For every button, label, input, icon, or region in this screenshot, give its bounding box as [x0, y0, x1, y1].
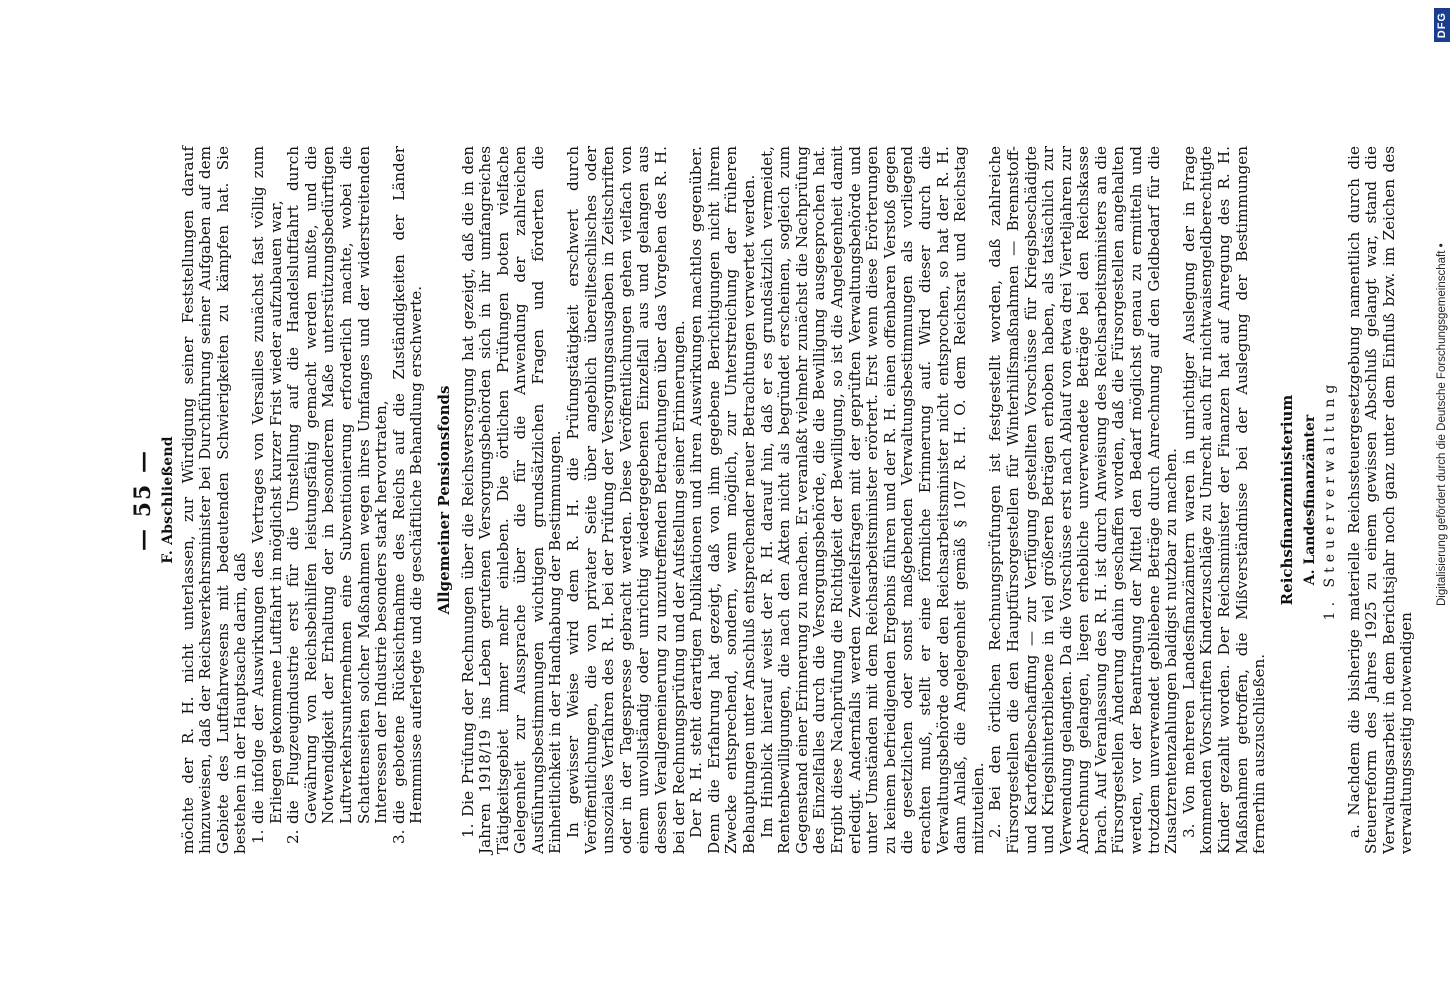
paragraph: In gewisser Weise wird dem R. H. die Prüfungstätigkeit erschwert durch Veröffentlichungen, die von privater Seite über angeblich übereilteschlisches oder unsoziales Verfahren des R. H. bei der Prüfung der Versorgungsausgaben in Zeitschriften oder in der Tagespresse gebracht werden. Diese Veröffentlichungen gehen vielfach von einem unvollständig oder unrichtig wiedergegebenen Einzelfall aus und gelangen aus dessen Verallgemeinerung zu unzutreffenden Betrachtungen über das Vorgehen des R. H. bei der Rechnungsprüfung und der Aufstellung seiner Erinnerungen.	[564, 146, 688, 854]
list-item-text: die Flugzeugindustrie erst für die Umstellung auf die Handelsluftfahrt durch Gewährung von Reichsbeihilfen leistungsfähig gemacht werden mußte, und die Notwendigkeit der Erhaltung der in besonderem Maße unterstützungsbedürftigen Luftverkehrsunternehmen eine Subventionierung erforderlich machte, wobei die Schattenseiten solcher Maßnahmen wegen ihres Umfanges und der widerstreitenden Interessen der Industrie besonders stark hervortraten,	[284, 146, 391, 824]
list-item-number: 3.	[389, 829, 408, 844]
list-item	[391, 146, 426, 854]
paragraph: 2. Bei den örtlichen Rechnungsprüfungen ist festgestellt worden, daß zahlreiche Fürsorgestellen die den Hauptfürsorgestellen für Winterhilfsmaßnahmen — Brennstoff- und Kartoffelbeschaffung — zur Verfügung gestellten Vorschüsse für Kriegsbeschädigte und Kriegshinterbliebene in viel größeren Beträgen erhoben haben, als tatsächlich zur Verwendung gelangten. Da die Vorschüsse erst nach Ablauf von etwa drei Vierteljahren zur Abrechnung gelangen, liegen erhebliche unverwendete Beträge bei den Reichskasse brach. Auf Veranlassung des R. H. ist durch Anweisung des Reichsarbeitsministers an die Fürsorgestellen Änderung dahin geschaffen worden, daß die Fürsorgestellen angehalten werden, vor der Beantragung der Mittel den Bedarf möglichst genau zu ermitteln und trotzdem unverwendet gebliebene Beträge durch Anrechnung auf den Geldbedarf für die Zusatzrentenzahlungen baldigst nutzbar zu machen.	[986, 146, 1181, 854]
paragraph: 3. Von mehreren Landesfinanzämtern waren in unrichtiger Auslegung der in Frage kommenden Vorschriften Kinderzuschläge zu Unrecht auch für nichtwaisengeldberechtigte Kinder gezahlt worden. Der Reichsminister der Finanzen hat auf Anregung des R. H. Maßnahmen getroffen, die Mißverständnisse bei der Auslegung der Bestimmungen fernerhin auszuschließen.	[1179, 146, 1269, 854]
pension-heading: Allgemeiner Pensionsfonds	[434, 385, 453, 615]
section-f-heading: F. Abschließend	[160, 436, 176, 564]
ministry-subsection: 1. Steuerverwaltung	[1322, 379, 1338, 621]
paragraph: a. Nachdem die bisherige materielle Reichssteuergesetzgebung namentlich durch die Steuerreform des Jahres 1925 zu einem gewissen Abschluß gelangt war, stand die Verwaltungsarbeit in dem Berichtsjahr noch ganz unter dem Einfluß bzw. im Zeichen des verwaltungsseitig notwendigen	[1344, 146, 1416, 854]
list-item-text: die gebotene Rücksichtnahme des Reichs auf die Zuständigkeiten der Länder Hemmnisse auferlegte und die geschäftliche Behandlung erschwerte.	[389, 146, 426, 824]
ministry-subheading: A. Landesfinanzämter	[1302, 414, 1319, 586]
list-item-number: 1.	[248, 829, 267, 844]
document-page	[130, 140, 1416, 860]
list-item-text: die infolge der Auswirkungen des Vertrages von Versailles zunächst fast völlig zum Erliegen gekommene Luftfahrt in möglichst kurzer Frist wieder aufzubauen war,	[248, 146, 285, 824]
dfg-logo: DFG	[1434, 8, 1450, 42]
list-item	[250, 146, 285, 854]
list-item-number: 2.	[284, 829, 303, 844]
ministry-heading: Reichsfinanzministerium	[1277, 394, 1296, 606]
paragraph: 1. Die Prüfung der Rechnungen über die Reichsversorgung hat gezeigt, daß die in den Jahren 1918/19 ins Leben gerufenen Versorgungsbehörden sich in ihr umfangreiches Tätigkeitsgebiet immer mehr einleben. Die örtlichen Prüfungen boten vielfache Gelegenheit zur Aussprache über die für die Anwendung der zahlreichen Ausführungsbestimmungen wichtigen grundsätzlichen Fragen und förderten die Einheitlichkeit in der Handhabung der Bestimmungen.	[458, 146, 565, 854]
section-f-intro: möchte der R. H. nicht unterlassen, zur Würdigung seiner Feststellungen darauf hinzuweisen, daß der Reichsverkehrsminister bei Durchführung seiner Aufgaben auf dem Gebiete des Luftfahrwesens mit bedeutenden Schwierigkeiten zu kämpfen hat. Sie bestehen in der Hauptsache darin, daß	[178, 146, 250, 854]
section-f-list	[250, 146, 426, 854]
paragraph: Im Hinblick hierauf weist der R. H. darauf hin, daß er es grundsätzlich vermeidet, Rentenbewilligungen, die nach den Akten nicht als begründet erscheinen, sogleich zum Gegenstand einer Erinnerung zu machen. Er veranlaßt vielmehr zunächst die Nachprüfung des Einzelfalles durch die Versorgungsbehörde, die die Bewilligung ausgesprochen hat. Ergibt diese Nachprüfung die Richtigkeit der Bewilligung, so ist die Angelegenheit damit erledigt. Andernfalls werden Zweifelsfragen mit der geprüften Verwaltungsbehörde und unter Umständen mit dem Reichsarbeitsminister erörtert. Erst wenn diese Erörterungen zu keinem befriedigenden Ergebnis führen und der R. H. einen offenbaren Verstoß gegen die gesetzlichen oder sonst maßgebenden Verwaltungsbestimmungen als vorliegend erachten muß, stellt er eine förmliche Erinnerung auf. Wird dieser durch die Verwaltungsbehörde oder den Reichsarbeitsminister nicht entsprochen, so hat der R. H. dann Anlaß, die Angelegenheit gemäß § 107 R. H. O. dem Reichsrat und Reichstag mitzuteilen.	[757, 146, 987, 854]
paragraph: Der R. H. steht derartigen Publikationen und ihren Auswirkungen machtlos gegenüber. Denn die Erfahrung hat gezeigt, daß von ihm gegebene Berichtigungen nicht ihrem Zwecke entsprechend, sondern, wenn möglich, zur Unterstreichung der früheren Behauptungen unter Anschluß entsprechender neuer Betrachtungen verwertet werden.	[687, 146, 758, 854]
digitization-notice	[1431, 8, 1453, 998]
list-item	[285, 146, 391, 854]
page-number: — 55 —	[130, 449, 156, 551]
notice-text: Digitalisierung gefördert durch die Deutsche Forschungsgemeinschaft •	[1436, 243, 1448, 606]
